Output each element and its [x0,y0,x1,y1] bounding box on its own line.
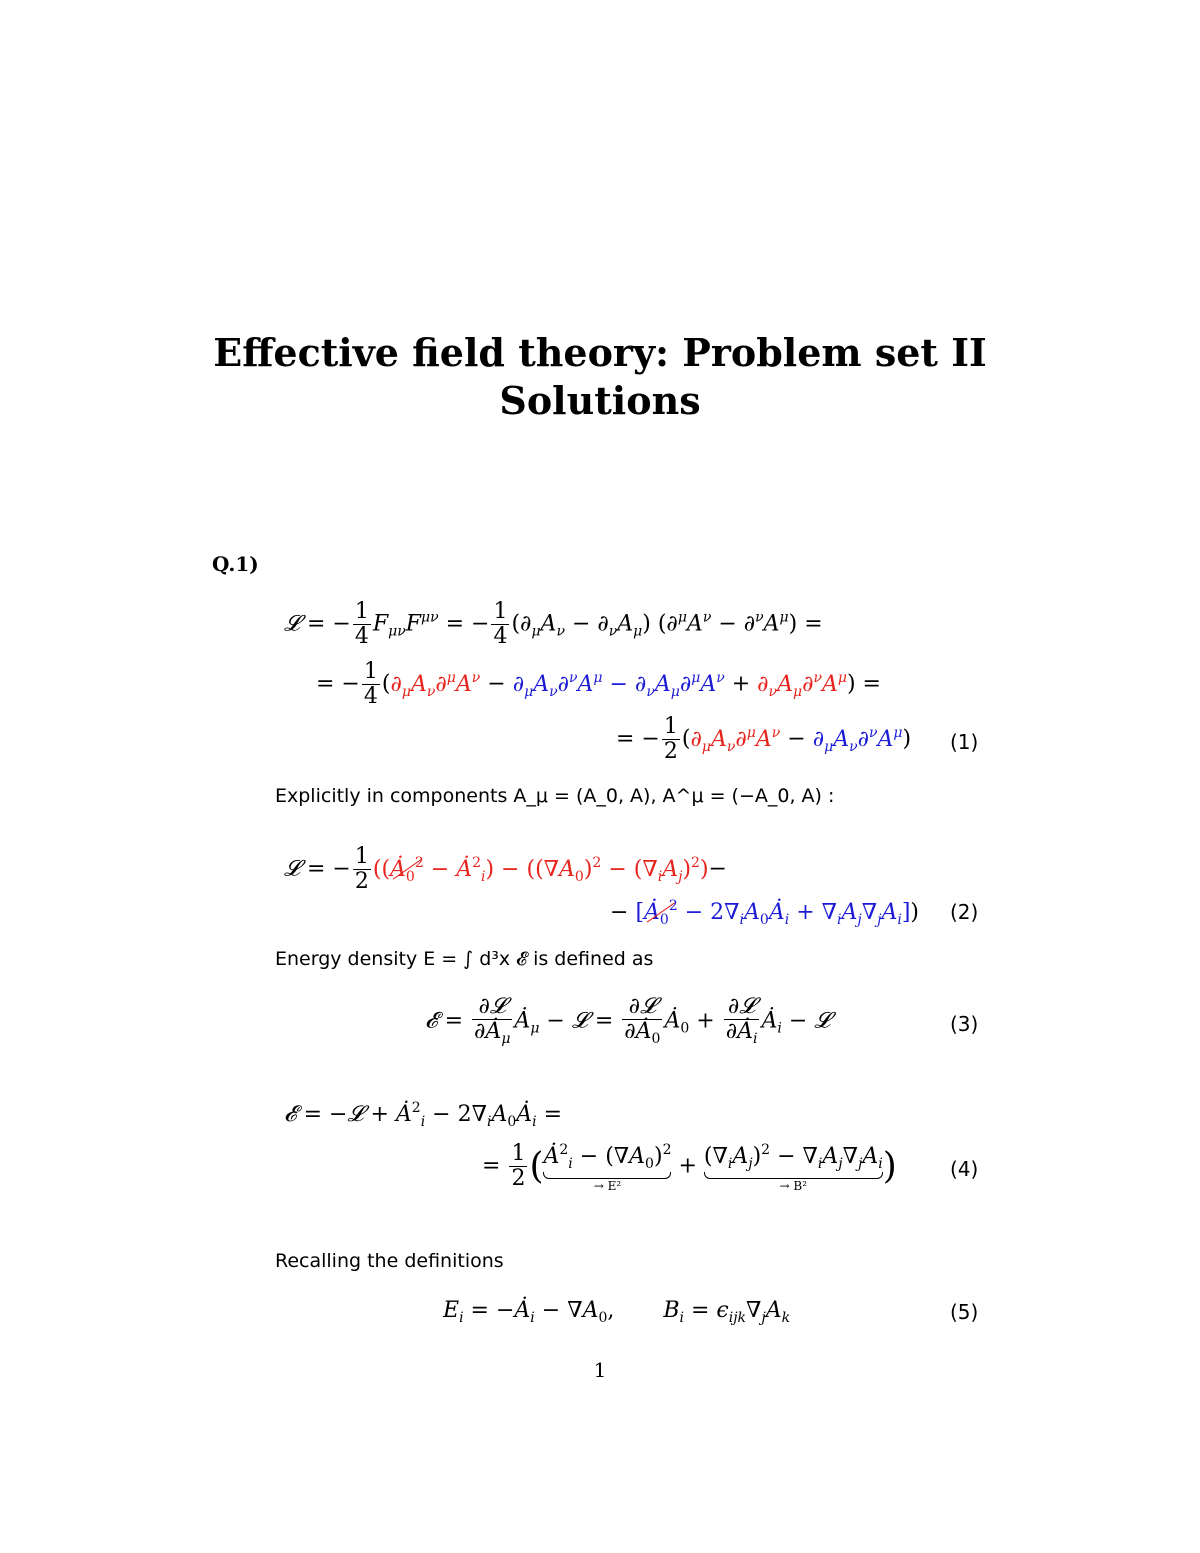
equation-components-line2: − [$Ȧ_0^2$ − $2\nabla_iA_0Ȧ_i + \nabla_iA_j\nabla_jA_i$]) [610,898,919,928]
brace-label-b-squared: → B² [779,1179,808,1193]
page-number: 1 [593,1358,607,1382]
equation-energy-definition: 𝓔 = $\frac{\text{∂𝓛}}{\partial Ȧ_\mu}$ $Ȧ_\mu$ − 𝓛 = $\frac{\text{∂𝓛}}{\partial Ȧ_0}$ $Ȧ_0$ + $\frac{\text{∂𝓛}}{\partial Ȧ_i}$ $Ȧ_i$ − 𝓛 [425,994,831,1048]
brace-label-e-squared: → E² [593,1179,622,1193]
equation-lagrangian-line2: = − $\frac{1}{4}$ $(\partial_\mu A_\nu\partial^\mu A^\nu - \partial_\mu A_\nu\partial^\nu A^\mu - \partial_\nu A_\mu\partial^\mu A^\nu + \partial_\nu A_\mu\partial^\nu A^\mu)$ = [316,659,881,710]
paragraph-recalling: Recalling the definitions [275,1250,504,1272]
equation-number-5: (5) [950,1300,979,1324]
equation-energy-line2: = $\frac{1}{2}$ ($Ȧ^2_i - (\nabla A_0)^2$ → E² + $(\nabla_iA_j)^2 - \nabla_iA_j\nabla_jA_i$ → B² ) [482,1141,897,1193]
paragraph-components: Explicitly in components A_μ = (A_0, A), A^μ = (−A_0, A) : [275,785,835,807]
equation-number-4: (4) [950,1157,979,1181]
paragraph-energy-density: Energy density E = ∫ d³x 𝓔 is defined as [275,948,654,970]
equation-components-line1: 𝓛 = − $\frac{1}{2}$ (($Ȧ_0^2$ − $Ȧ^2_i) - ((\nabla A_0)^2 - (\nabla_iA_j)^2)-$ [284,844,727,895]
equation-lagrangian-line1: 𝓛 = − $\frac{1}{4}$ $F_{\mu\nu}F^{\mu\nu}$ = − $\frac{1}{4}$ $(\partial_\mu A_\nu - \partial_\nu A_\mu) (\partial^\mu A^\nu - \partial^\nu A^\mu)$ = [284,599,823,650]
equation-energy-line1: 𝓔 = −𝓛 + $Ȧ^2_i$ − $2\nabla_iA_0Ȧ_i$ = [284,1100,563,1130]
page-subtitle: Solutions [499,378,701,423]
page-title: Effective field theory: Problem set II [213,330,987,375]
equation-field-definitions: $E_i$ = $-Ȧ_i - \nabla A_0$, $B_i = \epsilon_{ijk}\nabla_jA_k$ [443,1298,791,1326]
equation-lagrangian-line3: = − $\frac{1}{2}$ $(\partial_\mu A_\nu\partial^\mu A^\nu - \partial_\mu A_\nu\partial^\nu A^\mu)$ [616,714,912,765]
question-label: Q.1) [212,552,259,576]
equation-number-2: (2) [950,900,979,924]
equation-number-1: (1) [950,730,979,754]
equation-number-3: (3) [950,1012,979,1036]
